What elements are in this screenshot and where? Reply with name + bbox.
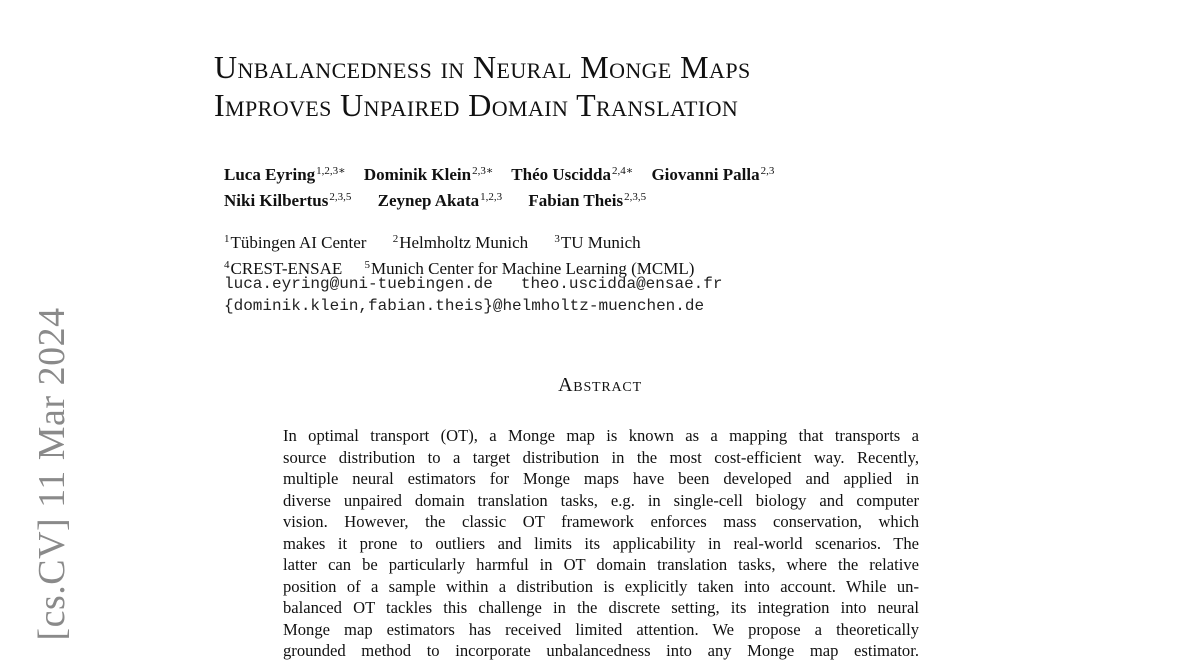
abstract-line: makes it prone to outliers and limits its applicability in real-world scenarios. The (283, 533, 919, 553)
abstract-line: multiple neural estimators for Monge maps have been developed and applied in (283, 469, 919, 488)
title-line-2: Improves Unpaired Domain Translation (214, 87, 739, 123)
affiliation-number: 3 (554, 233, 560, 245)
abstract-line: vision. However, the classic OT framework enforces mass conservation, which (283, 512, 919, 531)
author-affiliation-marks: 2,4∗ (611, 165, 634, 177)
email-line-1 (224, 273, 722, 295)
author (651, 165, 774, 184)
author-name: Luca Eyring (224, 165, 316, 184)
author (378, 191, 503, 210)
author-affiliation-marks: 1,2,3 (480, 191, 503, 203)
email-address: luca.eyring@uni-tuebingen.de (224, 275, 493, 293)
abstract-line: In optimal transport (OT), a Monge map is known as a mapping that transports a (283, 426, 919, 445)
email-address: {dominik.klein,fabian.theis}@helmholtz-muenchen.de (224, 297, 705, 315)
author-affiliation-marks: 2,3,5 (329, 191, 352, 203)
author-name: Zeynep Akata (377, 191, 480, 210)
abstract-body (283, 425, 919, 662)
email-list (224, 273, 722, 317)
author-list (224, 160, 788, 212)
email-address: theo.uscidda@ensae.fr (520, 275, 723, 293)
author (364, 165, 493, 184)
author-name: Niki Kilbertus (224, 191, 329, 210)
affiliation (554, 233, 640, 252)
abstract-line: balanced OT tackles this challenge in the discrete setting, its integration into neural (283, 598, 919, 617)
author-affiliation-marks: 2,3∗ (472, 165, 494, 177)
author-line-2 (224, 186, 788, 212)
abstract-line: Monge map estimators has received limited attention. We propose a theoretically (283, 619, 919, 639)
arxiv-stamp: [cs.CV] 11 Mar 2024 (31, 307, 73, 641)
abstract-heading: Abstract (558, 374, 642, 396)
author-line-1 (224, 160, 788, 186)
author (224, 191, 351, 210)
title-line-1: Unbalancedness in Neural Monge Maps (214, 49, 751, 85)
affiliation-number: 2 (392, 233, 399, 245)
affiliation (224, 233, 366, 252)
affiliation-name: Tübingen AI Center (230, 233, 367, 252)
author-name: Dominik Klein (363, 165, 472, 184)
abstract-line: latter can be particularly harmful in OT domain translation tasks, where the relative (283, 555, 919, 574)
author-name: Fabian Theis (528, 191, 624, 210)
affiliation-line-1 (224, 228, 716, 254)
affiliation-number: 4 (224, 259, 230, 271)
author-affiliation-marks: 2,3,5 (624, 191, 647, 203)
author-affiliation-marks: 2,3 (760, 165, 775, 177)
author (224, 165, 346, 184)
author-affiliation-marks: 1,2,3∗ (316, 165, 346, 177)
email-line-2 (224, 295, 722, 317)
affiliation-number: 5 (364, 259, 371, 271)
affiliation (393, 233, 528, 252)
author (511, 165, 633, 184)
abstract-line: position of a sample within a distribution is explicitly taken into account. While un- (283, 576, 919, 596)
affiliation-name: TU Munich (560, 233, 641, 252)
author-name: Giovanni Palla (651, 165, 760, 184)
author-name: Théo Uscidda (511, 165, 611, 184)
affiliation-number: 1 (224, 233, 230, 245)
author (528, 191, 646, 210)
abstract-line: source distribution to a target distribution in the most cost-efficient way. Recently, (283, 447, 919, 467)
affiliation-name: CREST-ENSAE (230, 259, 343, 278)
affiliation-name: Helmholtz Munich (399, 233, 529, 252)
affiliation-name: Munich Center for Machine Learning (MCML) (371, 259, 695, 278)
paper-title (214, 48, 751, 124)
abstract-line: grounded method to incorporate unbalancedness into any Monge map estimator. (283, 641, 919, 660)
abstract-line: diverse unpaired domain translation tasks, e.g. in single-cell biology and computer (283, 490, 919, 510)
